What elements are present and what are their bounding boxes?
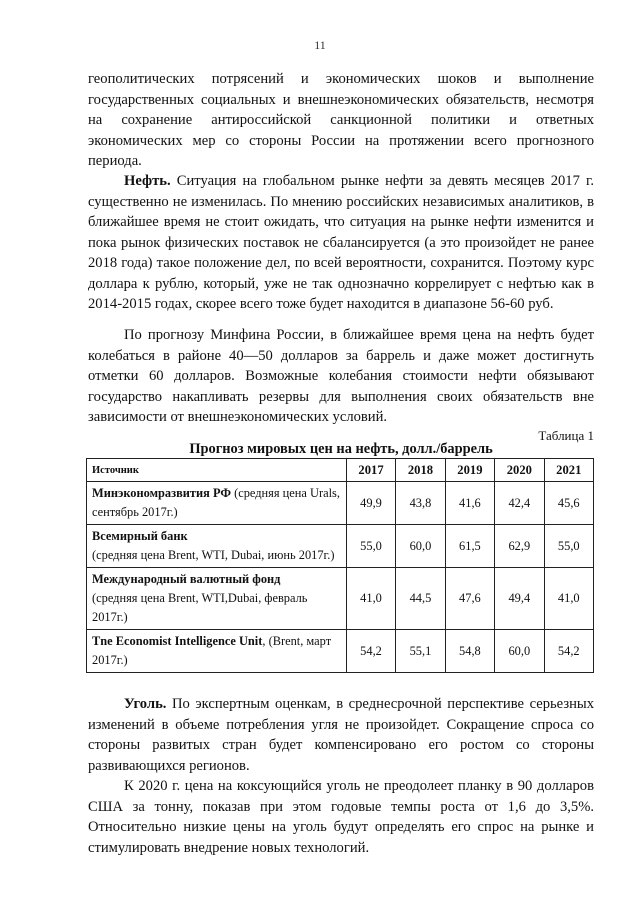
value-cell: 55,1 (396, 630, 445, 673)
oil-price-forecast-table (86, 458, 594, 673)
oil-paragraph-1-text: Ситуация на глобальном рынке нефти за девять месяцев 2017 г. существенно не изменилась. По мнению российских независимых аналитиков, в ближайшее время не стоит ожидать, что ситуация на рынке нефти изменится и пока рынок физических поставок не сбалансируется (а это произойдет не ранее 2018 года) такое положение дел, по всей вероятности, сохранится. Поэтому курс доллара к рублю, который, уже не так однозначно коррелирует с нефтью как в 2014-2015 годах, скорее всего тоже будет находится в диапазоне 56-60 руб. (88, 173, 594, 312)
table-title: Прогноз мировых цен на нефть, долл./баррель (189, 441, 493, 457)
header-year: 2020 (495, 459, 544, 482)
source-cell (87, 482, 347, 525)
header-source: Источник (87, 459, 347, 482)
oil-heading: Нефть. (124, 173, 171, 189)
source-name: Минэкономразвития РФ (92, 486, 231, 500)
table-label: Таблица 1 (538, 428, 594, 443)
source-name: Всемирный банк (92, 529, 188, 543)
header-year: 2018 (396, 459, 445, 482)
page-number: 11 (314, 38, 326, 52)
source-cell (87, 630, 347, 673)
table-row (87, 525, 594, 568)
value-cell: 62,9 (495, 525, 544, 568)
source-cell (87, 525, 347, 568)
value-cell: 47,6 (445, 568, 494, 630)
value-cell: 54,8 (445, 630, 494, 673)
value-cell: 41,0 (544, 568, 593, 630)
coal-paragraph-2: К 2020 г. цена на коксующийся уголь не преодолеет планку в 90 долларов США за тонну, показав при этом годовые темпы роста от 1,6 до 3,5%. Относительно низкие цены на уголь будут определять его спрос на рынке и стимулировать внедрение новых технологий. (88, 778, 594, 856)
header-year: 2021 (544, 459, 593, 482)
value-cell: 55,0 (544, 525, 593, 568)
value-cell: 41,0 (346, 568, 395, 630)
value-cell: 49,9 (346, 482, 395, 525)
value-cell: 55,0 (346, 525, 395, 568)
coal-paragraph-1 (88, 694, 594, 776)
value-cell: 60,0 (396, 525, 445, 568)
value-cell: 42,4 (495, 482, 544, 525)
source-detail: , (Brent, март 2017г.) (92, 634, 332, 667)
value-cell: 44,5 (396, 568, 445, 630)
header-year: 2019 (445, 459, 494, 482)
source-detail: (средняя цена Urals, сентябрь 2017г.) (92, 486, 340, 519)
value-cell: 41,6 (445, 482, 494, 525)
value-cell: 54,2 (346, 630, 395, 673)
value-cell: 54,2 (544, 630, 593, 673)
table-header-row (87, 459, 594, 482)
oil-paragraph-1 (88, 171, 594, 315)
intro-paragraph: геополитических потрясений и экономических шоков и выполнение государственных социальных и внешнеэкономических обязательств, несмотря на сохранение антироссийской санкционной политики и ответных экономических мер со стороны России на протяжении всего прогнозного периода. (88, 71, 594, 169)
value-cell: 61,5 (445, 525, 494, 568)
table-row (87, 630, 594, 673)
table-row (87, 482, 594, 525)
table-row (87, 568, 594, 630)
value-cell: 60,0 (495, 630, 544, 673)
source-name: Международный валютный фонд (92, 572, 281, 586)
source-name: Tne Economist Intelligence Unit (92, 634, 263, 648)
header-year: 2017 (346, 459, 395, 482)
value-cell: 43,8 (396, 482, 445, 525)
value-cell: 49,4 (495, 568, 544, 630)
oil-paragraph-2: По прогнозу Минфина России, в ближайшее время цена на нефть будет колебаться в районе 40—50 долларов за баррель и даже может достигнуть отметки 60 долларов. Возможные колебания стоимости нефти обязывают государство накапливать резервы для выполнения своих обязательств вне зависимости от внешнеэкономических условий. (88, 327, 594, 425)
value-cell: 45,6 (544, 482, 593, 525)
source-cell (87, 568, 347, 630)
coal-paragraph-1-text: По экспертным оценкам, в среднесрочной перспективе серьезных изменений в объеме потребления угля не произойдет. Сокращение спроса со стороны развитых стран будет компенсировано его ростом со стороны развивающихся регионов. (88, 696, 594, 774)
coal-heading: Уголь. (124, 696, 167, 712)
source-detail: (средняя цена Brent, WTI,Dubai, февраль 2017г.) (92, 591, 308, 624)
source-detail: (средняя цена Brent, WTI, Dubai, июнь 2017г.) (92, 548, 335, 562)
